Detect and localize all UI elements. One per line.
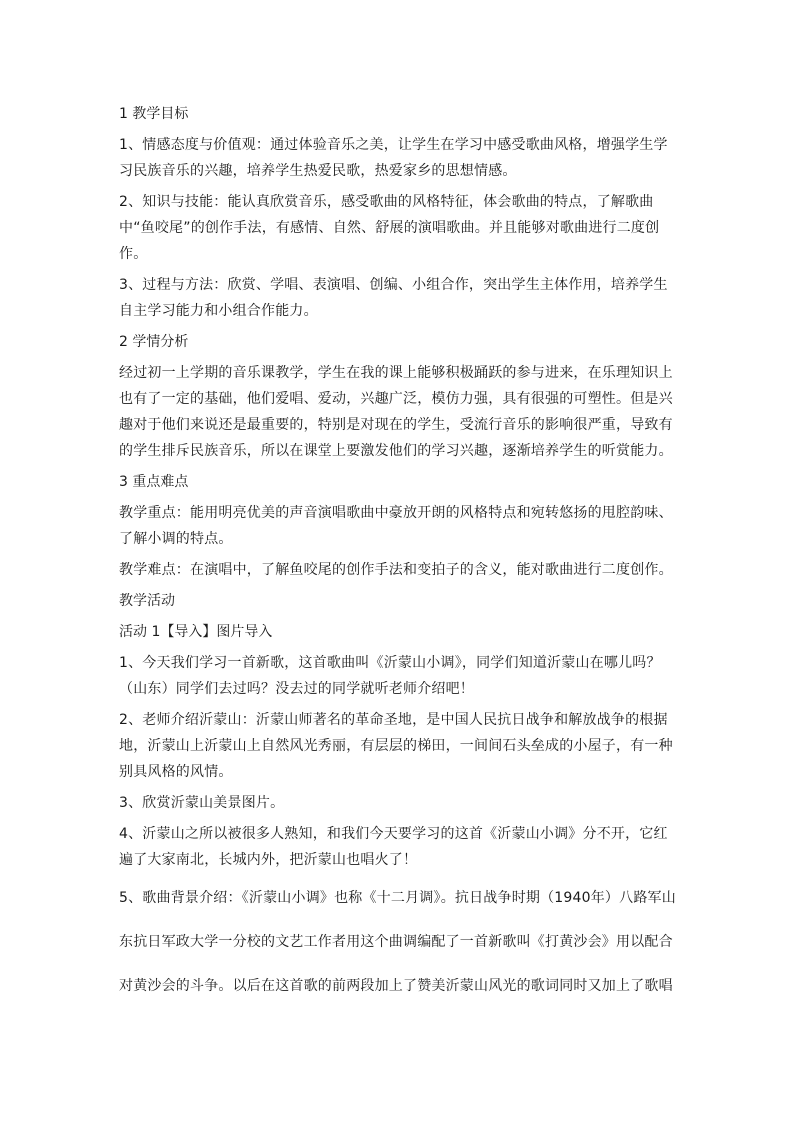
key-point-paragraph: 教学重点：能用明亮优美的声音演唱歌曲中豪放开朗的风格特点和宛转悠扬的甩腔韵味、了解小调的特点。 — [119, 505, 673, 547]
activity-paragraph-3: 3、欣赏沂蒙山美景图片。 — [119, 795, 285, 811]
goal-paragraph-3: 3、过程与方法：欣赏、学唱、表演唱、创编、小组合作，突出学生主体作用，培养学生自主学习能力和小组合作能力。 — [119, 277, 668, 319]
goal-paragraph-2: 2、知识与技能：能认真欣赏音乐，感受歌曲的风格特征，体会歌曲的特点，了解歌曲中“鱼咬尾”的创作手法，有感情、自然、舒展的演唱歌曲。并且能够对歌曲进行二度创作。 — [119, 194, 660, 262]
difficulty-paragraph: 教学难点：在演唱中，了解鱼咬尾的创作手法和变拍子的含义，能对歌曲进行二度创作。 — [119, 562, 673, 578]
section-heading-activity-1: 活动 1【导入】图片导入 — [119, 624, 273, 640]
activity-paragraph-1: 1、今天我们学习一首新歌，这首歌曲叫《沂蒙山小调》，同学们知道沂蒙山在哪儿吗？（山东）同学们去过吗？没去过的同学就听老师介绍吧！ — [119, 655, 661, 697]
document-body — [119, 101, 677, 1008]
section-heading-key-points: 3 重点难点 — [119, 474, 189, 490]
section-heading-student-analysis: 2 学情分析 — [119, 334, 189, 350]
activity-paragraph-5: 5、歌曲背景介绍：《沂蒙山小调》也称《十二月调》。抗日战争时期（1940年）八路军山东抗日军政大学一分校的文艺工作者用这个曲调编配了一首新歌叫《打黄沙会》用以配合对黄沙会的斗争。以后在这首歌的前两段加上了赞美沂蒙山风光的歌词同时又加上了歌唱 — [119, 890, 676, 994]
goal-paragraph-1: 1、情感态度与价值观：通过体验音乐之美，让学生在学习中感受歌曲风格，增强学生学习民族音乐的兴趣，培养学生热爱民歌，热爱家乡的思想情感。 — [119, 137, 668, 179]
section-heading-teaching-goals: 1 教学目标 — [119, 106, 189, 122]
activity-paragraph-4: 4、沂蒙山之所以被很多人熟知，和我们今天要学习的这首《沂蒙山小调》分不开，它红遍了大家南北，长城内外，把沂蒙山也唱火了！ — [119, 826, 668, 868]
section-heading-activities: 教学活动 — [119, 593, 175, 609]
analysis-paragraph: 经过初一上学期的音乐课教学，学生在我的课上能够积极踊跃的参与进来，在乐理知识上也有了一定的基础，他们爱唱、爱动，兴趣广泛，模仿力强，具有很强的可塑性。但是兴趣对于他们来说还是最重要的，特别是对现在的学生，受流行音乐的影响很严重，导致有的学生排斥民族音乐，所以在课堂上要激发他们的学习兴趣，逐渐培养学生的听赏能力。 — [119, 365, 673, 459]
activity-paragraph-2: 2、老师介绍沂蒙山：沂蒙山师著名的革命圣地，是中国人民抗日战争和解放战争的根据地，沂蒙山上沂蒙山上自然风光秀丽，有层层的梯田，一间间石头垒成的小屋子，有一种别具风格的风情。 — [119, 712, 673, 780]
